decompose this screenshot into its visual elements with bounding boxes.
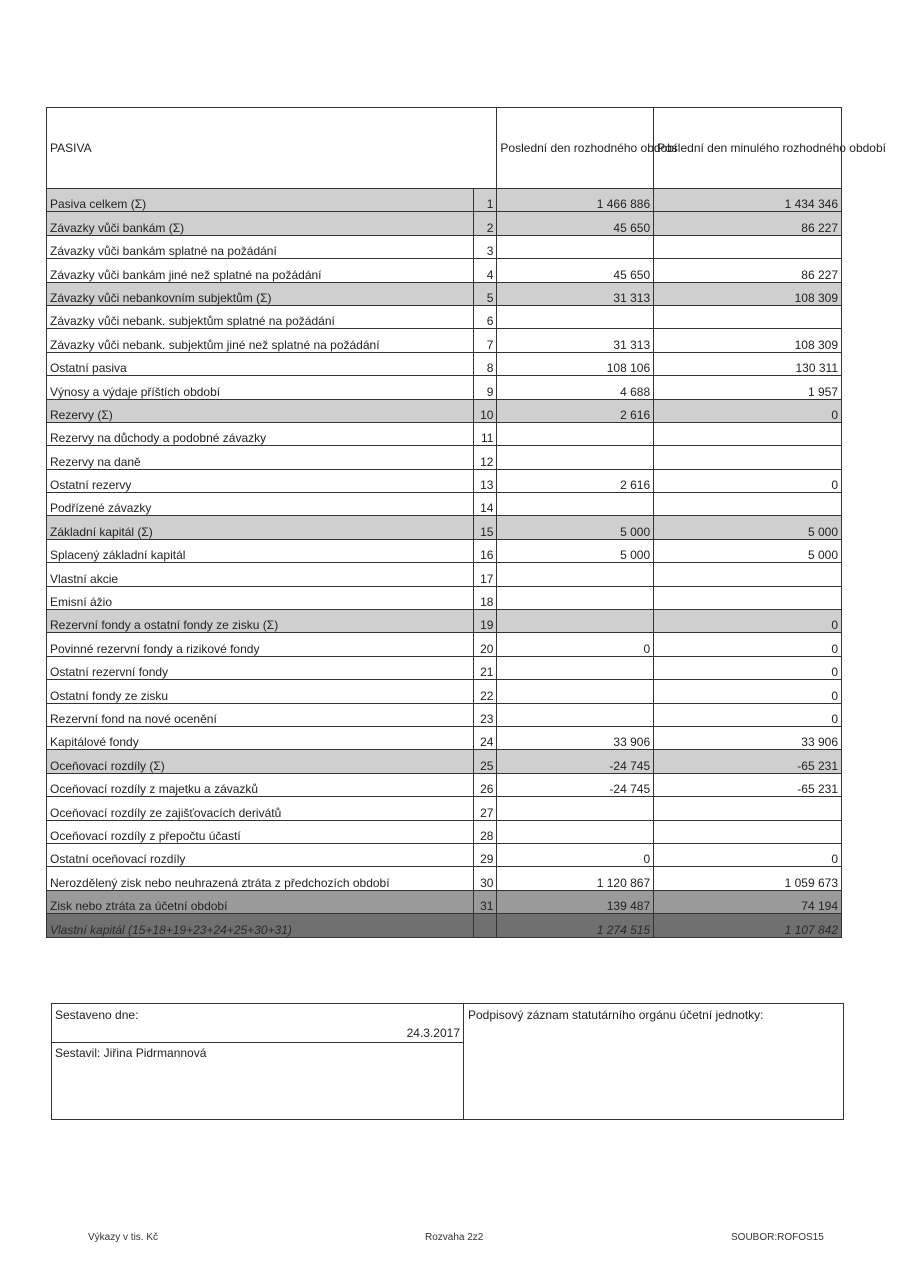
value-current: -24 745 xyxy=(497,773,654,796)
row-number: 22 xyxy=(473,680,497,703)
row-label: Ostatní rezervní fondy xyxy=(47,656,474,679)
row-label: Závazky vůči nebank. subjektům splatné na požádání xyxy=(47,305,474,328)
value-current: -24 745 xyxy=(497,750,654,773)
row-number: 7 xyxy=(473,329,497,352)
row-number: 6 xyxy=(473,305,497,328)
value-previous: 0 xyxy=(654,633,842,656)
row-number: 18 xyxy=(473,586,497,609)
row-label: Zisk nebo ztráta za účetní období xyxy=(47,890,474,913)
row-label: Splacený základní kapitál xyxy=(47,539,474,562)
value-previous: 0 xyxy=(654,703,842,726)
row-number: 31 xyxy=(473,890,497,913)
table-row xyxy=(47,235,842,258)
table-row xyxy=(47,633,842,656)
value-previous xyxy=(654,235,842,258)
row-number: 16 xyxy=(473,539,497,562)
table-row xyxy=(47,820,842,843)
row-label: Oceňovací rozdíly z majetku a závazků xyxy=(47,773,474,796)
value-previous: 0 xyxy=(654,610,842,633)
row-label: Výnosy a výdaje příštích období xyxy=(47,376,474,399)
value-current: 1 274 515 xyxy=(497,914,654,937)
table-row xyxy=(47,399,842,422)
value-current xyxy=(497,493,654,516)
row-number: 27 xyxy=(473,797,497,820)
column-header-previous: Poslední den minulého rozhodného období xyxy=(654,108,842,189)
value-previous: 1 957 xyxy=(654,376,842,399)
value-previous: 5 000 xyxy=(654,516,842,539)
row-label: Ostatní oceňovací rozdíly xyxy=(47,843,474,866)
table-row xyxy=(47,890,842,913)
value-current: 31 313 xyxy=(497,329,654,352)
table-row xyxy=(47,680,842,703)
value-current: 45 650 xyxy=(497,259,654,282)
value-previous: 1 107 842 xyxy=(654,914,842,937)
table-header-row xyxy=(47,108,842,189)
footer-units: Výkazy v tis. Kč xyxy=(88,1232,159,1243)
table-title: PASIVA xyxy=(47,108,497,189)
value-previous xyxy=(654,586,842,609)
row-number xyxy=(473,914,497,937)
value-current xyxy=(497,563,654,586)
row-label: Ostatní fondy ze zisku xyxy=(47,680,474,703)
value-previous: 108 309 xyxy=(654,282,842,305)
table-row xyxy=(47,703,842,726)
value-previous: 130 311 xyxy=(654,352,842,375)
row-label: Oceňovací rozdíly z přepočtu účastí xyxy=(47,820,474,843)
value-previous: 74 194 xyxy=(654,890,842,913)
row-number: 30 xyxy=(473,867,497,890)
value-previous: 1 059 673 xyxy=(654,867,842,890)
row-number: 8 xyxy=(473,352,497,375)
value-current: 2 616 xyxy=(497,399,654,422)
value-current xyxy=(497,680,654,703)
row-number: 4 xyxy=(473,259,497,282)
row-number: 14 xyxy=(473,493,497,516)
value-current: 5 000 xyxy=(497,516,654,539)
table-row xyxy=(47,867,842,890)
value-previous xyxy=(654,446,842,469)
prepared-date-row xyxy=(52,1004,463,1043)
value-current: 33 906 xyxy=(497,726,654,749)
row-label: Oceňovací rozdíly ze zajišťovacích derivátů xyxy=(47,797,474,820)
signature-box xyxy=(51,1003,844,1120)
row-label: Povinné rezervní fondy a rizikové fondy xyxy=(47,633,474,656)
row-number: 28 xyxy=(473,820,497,843)
row-number: 19 xyxy=(473,610,497,633)
row-number: 23 xyxy=(473,703,497,726)
table-row xyxy=(47,563,842,586)
value-previous: 0 xyxy=(654,680,842,703)
value-previous: -65 231 xyxy=(654,773,842,796)
row-number: 3 xyxy=(473,235,497,258)
table-row xyxy=(47,773,842,796)
row-label: Závazky vůči bankám jiné než splatné na požádání xyxy=(47,259,474,282)
row-label: Základní kapitál (Σ) xyxy=(47,516,474,539)
table-row xyxy=(47,422,842,445)
signature-left-panel xyxy=(52,1004,464,1119)
row-label: Oceňovací rozdíly (Σ) xyxy=(47,750,474,773)
row-number: 24 xyxy=(473,726,497,749)
value-current xyxy=(497,446,654,469)
value-previous xyxy=(654,820,842,843)
value-previous: 5 000 xyxy=(654,539,842,562)
value-current xyxy=(497,820,654,843)
value-current xyxy=(497,797,654,820)
value-previous: 0 xyxy=(654,469,842,492)
table-row xyxy=(47,493,842,516)
row-label: Podřízené závazky xyxy=(47,493,474,516)
value-current xyxy=(497,703,654,726)
table-row xyxy=(47,750,842,773)
table-row xyxy=(47,586,842,609)
value-current: 4 688 xyxy=(497,376,654,399)
row-label: Závazky vůči bankám (Σ) xyxy=(47,212,474,235)
row-label: Závazky vůči nebank. subjektům jiné než splatné na požádání xyxy=(47,329,474,352)
value-previous: -65 231 xyxy=(654,750,842,773)
value-current: 31 313 xyxy=(497,282,654,305)
row-label: Rezervy (Σ) xyxy=(47,399,474,422)
row-label: Pasiva celkem (Σ) xyxy=(47,189,474,212)
value-previous: 0 xyxy=(654,399,842,422)
value-current: 1 120 867 xyxy=(497,867,654,890)
table-row xyxy=(47,259,842,282)
row-number: 5 xyxy=(473,282,497,305)
row-number: 15 xyxy=(473,516,497,539)
row-label: Ostatní pasiva xyxy=(47,352,474,375)
prepared-date: 24.3.2017 xyxy=(406,1026,460,1040)
table-row xyxy=(47,189,842,212)
row-number: 17 xyxy=(473,563,497,586)
table-row xyxy=(47,469,842,492)
statutory-signature-label: Podpisový záznam statutárního orgánu účetní jednotky: xyxy=(468,1008,764,1022)
value-current: 2 616 xyxy=(497,469,654,492)
table-row xyxy=(47,914,842,937)
value-current: 5 000 xyxy=(497,539,654,562)
value-current xyxy=(497,305,654,328)
row-number: 20 xyxy=(473,633,497,656)
value-previous xyxy=(654,563,842,586)
value-current xyxy=(497,422,654,445)
value-previous xyxy=(654,493,842,516)
value-current: 0 xyxy=(497,633,654,656)
value-current xyxy=(497,586,654,609)
value-current: 45 650 xyxy=(497,212,654,235)
value-previous: 1 434 346 xyxy=(654,189,842,212)
row-number: 21 xyxy=(473,656,497,679)
table-row xyxy=(47,446,842,469)
table-row xyxy=(47,212,842,235)
value-previous: 86 227 xyxy=(654,212,842,235)
row-number: 11 xyxy=(473,422,497,445)
row-label: Rezervní fondy a ostatní fondy ze zisku (Σ) xyxy=(47,610,474,633)
value-previous xyxy=(654,305,842,328)
row-number: 13 xyxy=(473,469,497,492)
table-row xyxy=(47,352,842,375)
table-row xyxy=(47,610,842,633)
row-label: Ostatní rezervy xyxy=(47,469,474,492)
table-row xyxy=(47,516,842,539)
table-row xyxy=(47,843,842,866)
value-current: 108 106 xyxy=(497,352,654,375)
row-label: Rezervní fond na nové ocenění xyxy=(47,703,474,726)
value-current xyxy=(497,235,654,258)
balance-sheet-table xyxy=(46,107,886,938)
table-row xyxy=(47,539,842,562)
prepared-label: Sestaveno dne: xyxy=(55,1008,139,1022)
value-previous: 108 309 xyxy=(654,329,842,352)
row-number: 10 xyxy=(473,399,497,422)
table-row xyxy=(47,329,842,352)
value-previous: 0 xyxy=(654,656,842,679)
table-row xyxy=(47,726,842,749)
row-number: 9 xyxy=(473,376,497,399)
prepared-by: Sestavil: Jiřina Pidrmannová xyxy=(55,1046,207,1060)
value-current xyxy=(497,656,654,679)
table-row xyxy=(47,305,842,328)
row-label: Vlastní akcie xyxy=(47,563,474,586)
row-number: 1 xyxy=(473,189,497,212)
row-label: Emisní ážio xyxy=(47,586,474,609)
footer-file: SOUBOR:ROFOS15 xyxy=(731,1232,824,1243)
value-previous: 0 xyxy=(654,843,842,866)
table-row xyxy=(47,797,842,820)
table-row xyxy=(47,376,842,399)
value-current: 1 466 886 xyxy=(497,189,654,212)
row-number: 26 xyxy=(473,773,497,796)
row-number: 12 xyxy=(473,446,497,469)
value-previous xyxy=(654,797,842,820)
row-label: Kapitálové fondy xyxy=(47,726,474,749)
row-label: Závazky vůči bankám splatné na požádání xyxy=(47,235,474,258)
value-current xyxy=(497,610,654,633)
table-row xyxy=(47,656,842,679)
footer-page: Rozvaha 2z2 xyxy=(425,1232,484,1243)
row-number: 25 xyxy=(473,750,497,773)
row-label: Nerozdělený zisk nebo neuhrazená ztráta z předchozích období xyxy=(47,867,474,890)
row-label: Vlastní kapitál (15+18+19+23+24+25+30+31) xyxy=(47,914,474,937)
value-current: 139 487 xyxy=(497,890,654,913)
table-row xyxy=(47,282,842,305)
row-label: Rezervy na důchody a podobné závazky xyxy=(47,422,474,445)
row-label: Závazky vůči nebankovním subjektům (Σ) xyxy=(47,282,474,305)
value-previous xyxy=(654,422,842,445)
row-number: 2 xyxy=(473,212,497,235)
column-header-current: Poslední den rozhodného období xyxy=(497,108,654,189)
value-current: 0 xyxy=(497,843,654,866)
row-number: 29 xyxy=(473,843,497,866)
row-label: Rezervy na daně xyxy=(47,446,474,469)
value-previous: 86 227 xyxy=(654,259,842,282)
value-previous: 33 906 xyxy=(654,726,842,749)
